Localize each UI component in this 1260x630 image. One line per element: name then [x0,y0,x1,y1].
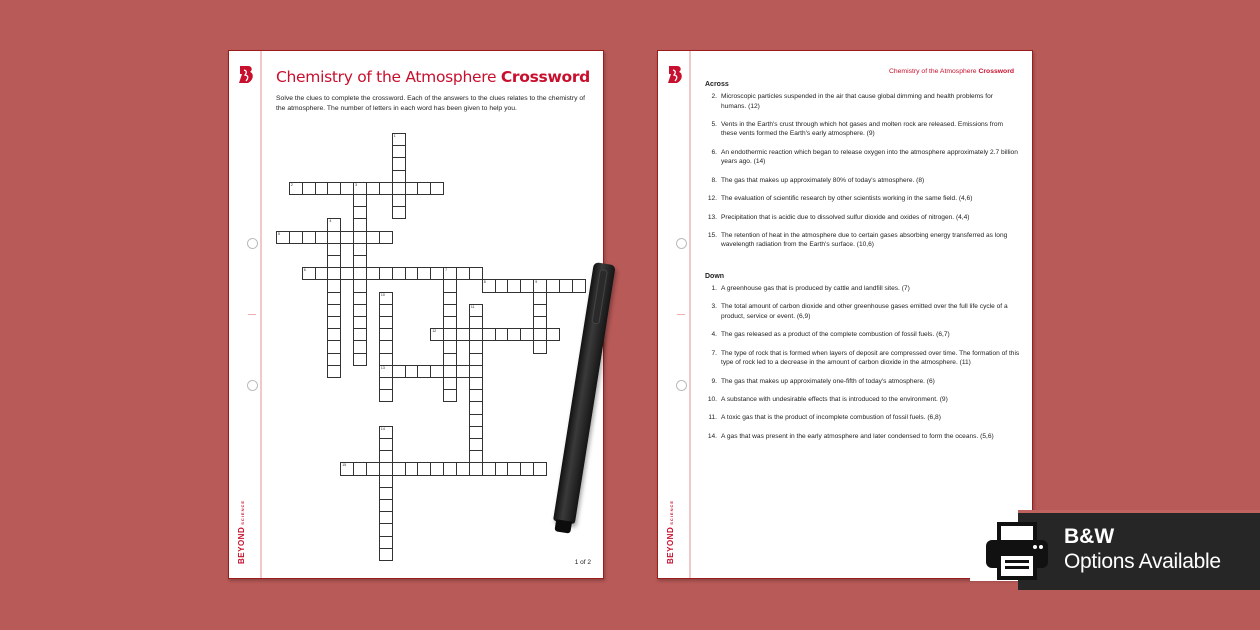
crossword-cell[interactable] [379,389,393,402]
crossword-cell[interactable] [289,231,303,244]
margin-line [689,51,691,578]
crossword-cell[interactable] [327,231,341,244]
crossword-cell[interactable] [469,304,483,317]
crossword-cell[interactable] [520,328,534,341]
clue-number: 15. [707,232,717,240]
crossword-cell[interactable] [469,414,483,427]
punch-hole [676,380,687,391]
crossword-cell[interactable] [392,462,406,475]
crossword-cell[interactable] [353,231,367,244]
crossword-cell[interactable] [482,328,496,341]
crossword-cell[interactable] [456,365,470,378]
crossword-cell[interactable] [327,353,341,366]
crossword-cell[interactable] [533,279,547,292]
clue-down [705,432,1020,441]
crossword-cell[interactable] [379,328,393,341]
printer-icon [983,522,1053,580]
cell-number: 6 [303,268,306,273]
clue-text: The evaluation of scientific research by other scientists working in the same field. (4,6) [721,195,973,203]
clue-text: A toxic gas that is the product of incomplete combustion of fossil fuels. (6,8) [721,414,941,422]
crossword-cell[interactable] [366,182,380,195]
crossword-cell[interactable] [379,523,393,536]
punch-hole [247,380,258,391]
crossword-cell[interactable] [379,450,393,463]
crossword-cell[interactable] [443,292,457,305]
crossword-cell[interactable] [443,328,457,341]
crossword-cell[interactable] [327,365,341,378]
crossword-cell[interactable] [469,353,483,366]
clue-text: An endothermic reaction which began to release oxygen into the atmosphere approximately 2.7 billion years ago. (14) [721,148,1018,166]
crossword-cell[interactable] [443,279,457,292]
crossword-cell[interactable] [327,292,341,305]
crossword-cell[interactable] [327,267,341,280]
crossword-cell[interactable] [443,267,457,280]
cell-number: 5 [278,231,280,236]
crossword-cell[interactable] [469,328,483,341]
crossword-cell[interactable] [340,267,354,280]
cell-number: 3 [355,182,358,187]
crossword-cell[interactable] [495,279,509,292]
crossword-cell[interactable] [289,182,303,195]
beyond-logo-icon [238,65,254,85]
crossword-cell[interactable] [327,243,341,256]
crossword-cell[interactable] [430,365,444,378]
crossword-cell[interactable] [405,365,419,378]
badge-title: B&W [1064,525,1115,548]
crossword-cell[interactable] [353,243,367,256]
crossword-cell[interactable] [533,328,547,341]
margin-mark [248,314,256,315]
across-heading: Across [705,81,729,88]
crossword-cell[interactable] [315,267,329,280]
clue-text: The total amount of carbon dioxide and other greenhouse gases emitted over the full life cycle of a product, service or event. (6,9) [721,303,1008,320]
crossword-cell[interactable] [366,231,380,244]
crossword-cell[interactable] [379,304,393,317]
crossword-cell[interactable] [379,548,393,561]
clue-text: A gas that was present in the early atmosphere and later condensed to form the oceans. (5,6) [721,432,994,440]
crossword-cell[interactable] [379,292,393,305]
crossword-cell[interactable] [379,511,393,524]
crossword-cell[interactable] [392,145,406,158]
clue-text: Microscopic particles suspended in the air that cause global dimming and health problems for humans. (12) [721,93,993,110]
crossword-cell[interactable] [276,231,290,244]
clue-number: 6. [711,148,717,156]
crossword-cell[interactable] [392,206,406,219]
crossword-cell[interactable] [417,365,431,378]
brand-logo-text: BEYONDSCIENCE [237,499,246,564]
crossword-cell[interactable] [379,353,393,366]
clue-text: The type of rock that is formed when layers of deposit are compressed over time. The formation of this type of rock led to a decrease in the amount of carbon dioxide in the atmosphere. (11) [721,349,1020,367]
crossword-cell[interactable] [379,182,393,195]
crossword-cell[interactable] [405,182,419,195]
crossword-cell[interactable] [353,218,367,231]
clue-number: 12. [707,195,717,203]
clue-number: 8. [711,176,717,184]
crossword-cell[interactable] [443,353,457,366]
crossword-cell[interactable] [366,267,380,280]
crossword-cell[interactable] [379,340,393,353]
clue-text: The retention of heat in the atmosphere due to certain gases absorbing energy transferred as long wavelength radiation from the Earth's surface. (10,6) [721,232,1008,249]
crossword-cell[interactable] [572,279,586,292]
crossword-cell[interactable] [353,292,367,305]
clue-number: 5. [711,121,717,129]
crossword-cell[interactable] [546,328,560,341]
crossword-cell[interactable] [327,182,341,195]
clue-text: Vents in the Earth's crust through which hot gases and molten rock are released. Emissions from these vents formed the Earth's early atmosphere. (9) [721,121,1003,138]
crossword-cell[interactable] [405,462,419,475]
crossword-cell[interactable] [405,267,419,280]
crossword-cell[interactable] [392,170,406,183]
clue-text: A greenhouse gas that is produced by cattle and landfill sites. (7) [721,284,910,292]
clue-text: The gas released as a product of the complete combustion of fossil fuels. (6,7) [721,331,950,339]
beyond-logo-icon [667,65,683,85]
crossword-cell[interactable] [302,182,316,195]
crossword-cell[interactable] [327,340,341,353]
cell-number: 11 [470,304,475,309]
instructions: Solve the clues to complete the crossword. Each of the answers to the clues relates to the chemistry of the atmosphere. The number of letters in each word has been given to help you. [276,95,586,112]
crossword-cell[interactable] [379,426,393,439]
crossword-cell[interactable] [533,462,547,475]
crossword-cell[interactable] [340,462,354,475]
clue-across [705,120,1020,139]
crossword-cell[interactable] [495,462,509,475]
crossword-cell[interactable] [469,340,483,353]
crossword-cell[interactable] [353,462,367,475]
crossword-cell[interactable] [456,328,470,341]
crossword-cell[interactable] [353,182,367,195]
crossword-cell[interactable] [482,279,496,292]
clue-down [705,395,1020,404]
crossword-cell[interactable] [482,462,496,475]
clue-number: 2. [711,93,717,101]
clue-number: 13. [707,213,717,221]
crossword-cell[interactable] [353,267,367,280]
crossword-cell[interactable] [340,182,354,195]
cell-number: 13 [380,365,385,370]
crossword-cell[interactable] [520,279,534,292]
clue-text: The gas that makes up approximately 80% of today's atmosphere. (8) [721,176,925,184]
crossword-cell[interactable] [327,218,341,231]
clue-down [705,349,1020,368]
clue-list [705,80,1020,450]
crossword-cell[interactable] [430,462,444,475]
page-header: Chemistry of the Atmosphere Crossword [888,68,1014,75]
cell-number: 4 [329,219,332,224]
clue-text: Precipitation that is acidic due to dissolved sulfur dioxide and oxides of nitrogen. (4,4) [721,213,970,221]
crossword-cell[interactable] [469,462,483,475]
clue-number: 10. [707,396,717,403]
crossword-cell[interactable] [507,462,521,475]
clue-number: 4. [711,331,717,339]
clue-down [705,377,1020,386]
punch-hole [247,238,258,249]
crossword-cell[interactable] [379,487,393,500]
crossword-cell[interactable] [443,389,457,402]
crossword-cell[interactable] [443,365,457,378]
crossword-cell[interactable] [495,328,509,341]
clue-down [705,284,1020,293]
margin-mark [677,314,685,315]
crossword-cell[interactable] [507,328,521,341]
crossword-cell[interactable] [353,304,367,317]
clue-down [705,302,1020,321]
crossword-cell[interactable] [417,267,431,280]
cell-number: 1 [393,134,396,138]
crossword-cell[interactable] [340,231,354,244]
clue-number: 9. [711,377,717,385]
clue-across [705,176,1020,185]
cell-number: 2 [290,182,293,187]
brand-logo-text: BEYONDSCIENCE [666,499,675,564]
clue-number: 11. [708,414,717,422]
crossword-cell[interactable] [379,475,393,488]
crossword-cell[interactable] [430,267,444,280]
crossword-cell[interactable] [443,304,457,317]
crossword-cell[interactable] [469,267,483,280]
clue-text: The gas that makes up approximately one-fifth of today's atmosphere. (6) [721,377,935,385]
clue-across [705,148,1020,167]
crossword-cell[interactable] [379,462,393,475]
crossword-cell[interactable] [315,182,329,195]
punch-hole [676,238,687,249]
clue-text: A substance with undesirable effects that is introduced to the environment. (9) [721,396,948,403]
crossword-cell[interactable] [353,328,367,341]
crossword-cell[interactable] [469,365,483,378]
crossword-cell[interactable] [417,182,431,195]
crossword-cell[interactable] [392,182,406,195]
clue-number: 7. [711,349,717,357]
crossword-cell[interactable] [353,206,367,219]
cell-number: 14 [380,426,385,431]
crossword-cell[interactable] [507,279,521,292]
page-number: 1 of 2 [574,559,591,566]
crossword-cell[interactable] [353,340,367,353]
crossword-cell[interactable] [302,231,316,244]
crossword-cell[interactable] [456,462,470,475]
cell-number: 7 [445,268,448,273]
pen-tip [554,519,572,533]
crossword-cell[interactable] [379,365,393,378]
cell-number: 12 [432,329,437,334]
cell-number: 15 [342,463,347,468]
badge-subtitle: Options Available [1064,550,1221,573]
crossword-cell[interactable] [469,426,483,439]
down-heading: Down [705,272,725,280]
crossword-cell[interactable] [379,231,393,244]
clue-across [705,213,1020,222]
crossword-worksheet-page-1 [228,50,604,579]
crossword-cell[interactable] [456,267,470,280]
clue-across [705,92,1020,111]
clue-across [705,231,1020,250]
clue-number: 14. [707,432,717,440]
crossword-clues-page-2 [657,50,1033,579]
crossword-cell[interactable] [520,462,534,475]
crossword-cell[interactable] [302,267,316,280]
crossword-cell[interactable] [533,292,547,305]
crossword-cell[interactable] [443,340,457,353]
clue-down [705,413,1020,422]
cell-number: 8 [483,280,486,285]
crossword-cell[interactable] [353,279,367,292]
crossword-cell[interactable] [443,462,457,475]
crossword-cell[interactable] [392,267,406,280]
pen-clip [591,269,608,325]
clue-number: 3. [711,303,717,311]
crossword-cell[interactable] [327,328,341,341]
crossword-cell[interactable] [417,462,431,475]
crossword-cell[interactable] [379,267,393,280]
clue-number: 1. [711,284,717,292]
clue-down [705,330,1020,339]
crossword-cell[interactable] [366,462,380,475]
cell-number: 10 [380,292,385,297]
crossword-cell[interactable] [533,304,547,317]
crossword-cell[interactable] [533,340,547,353]
crossword-cell[interactable] [392,365,406,378]
crossword-cell[interactable] [327,279,341,292]
crossword-cell[interactable] [315,231,329,244]
crossword-cell[interactable] [546,279,560,292]
margin-line [260,51,262,578]
page-title: Chemistry of the Atmosphere Crossword [276,68,590,86]
clue-across [705,194,1020,203]
cell-number: 9 [535,280,538,285]
crossword-cell[interactable] [559,279,573,292]
crossword-cell[interactable] [392,157,406,170]
crossword-cell[interactable] [469,389,483,402]
crossword-cell[interactable] [353,353,367,366]
crossword-cell[interactable] [430,328,444,341]
crossword-cell[interactable] [379,536,393,549]
crossword-cell[interactable] [469,450,483,463]
crossword-cell[interactable] [469,401,483,414]
crossword-cell[interactable] [430,182,444,195]
crossword-cell[interactable] [327,304,341,317]
